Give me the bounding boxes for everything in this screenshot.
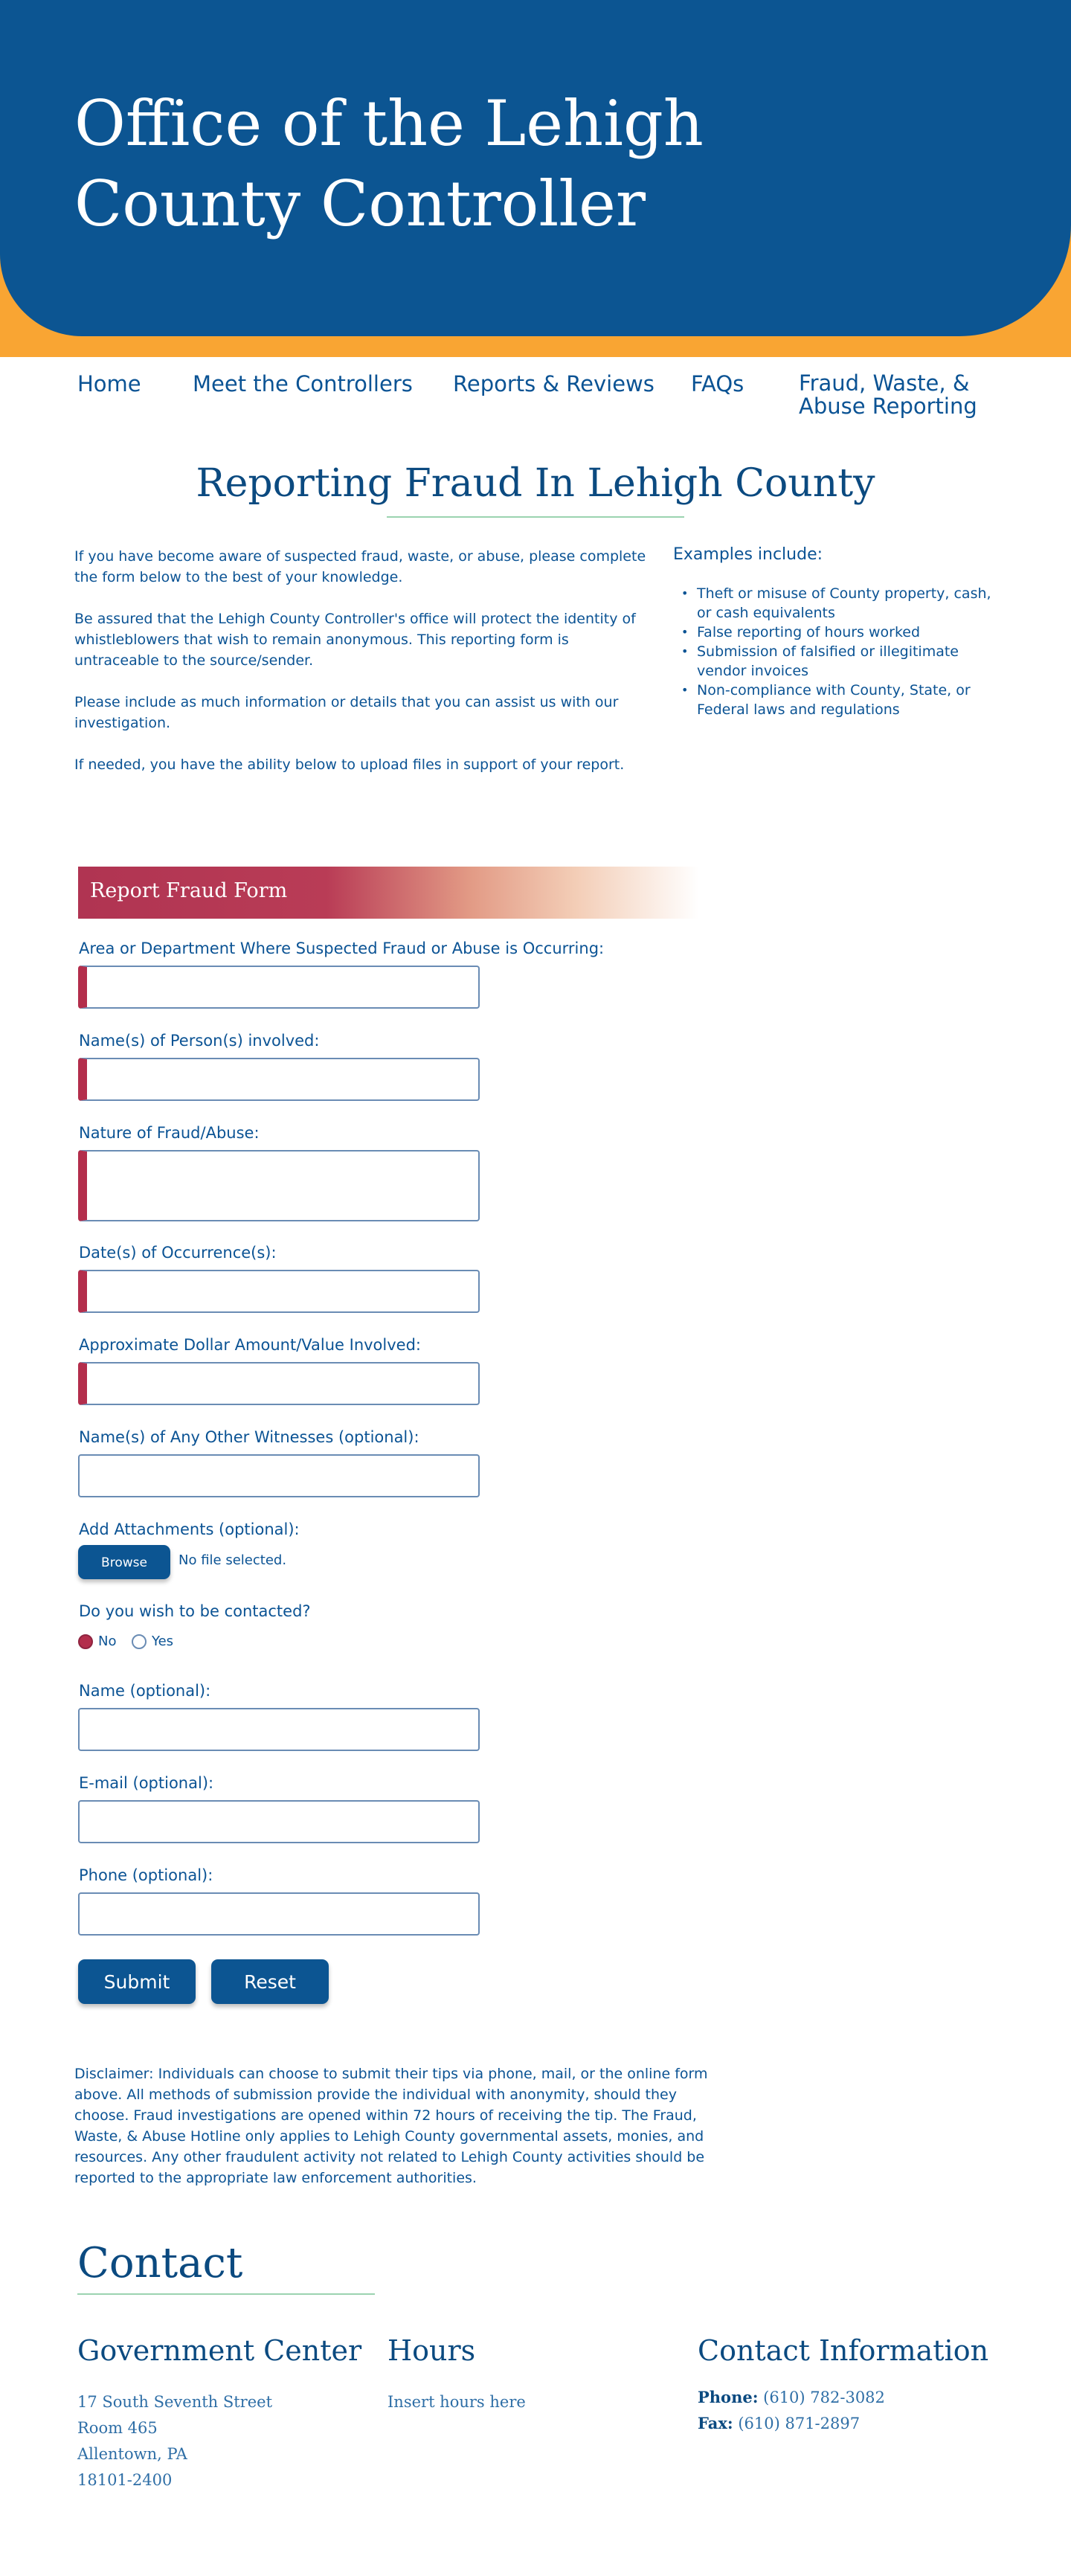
- intro-paragraph-1: If you have become aware of suspected fraud, waste, or abuse, please complete the form below to the best of your knowledge.: [74, 548, 646, 585]
- area-label: Area or Department Where Suspected Fraud or Abuse is Occurring:: [79, 939, 605, 957]
- nav-fraud-reporting-line2: Abuse Reporting: [799, 394, 977, 419]
- nature-label: Nature of Fraud/Abuse:: [79, 1124, 260, 1142]
- submit-button[interactable]: Submit: [78, 1959, 196, 2004]
- contact-info-heading: Contact Information: [698, 2334, 989, 2367]
- contact-yes-radio[interactable]: [132, 1634, 147, 1649]
- intro-paragraph-2: Be assured that the Lehigh County Controller's office will protect the identity of whistleblowers that wish to remain anonymous. This reporting form is untraceable to the source/sender.: [74, 611, 636, 669]
- nav-faqs[interactable]: FAQs: [691, 371, 744, 396]
- nature-textarea[interactable]: [78, 1150, 480, 1221]
- email-input[interactable]: [78, 1800, 480, 1843]
- example-item: • False reporting of hours worked: [673, 623, 1008, 642]
- file-status: No file selected.: [178, 1552, 287, 1568]
- name-input[interactable]: [78, 1708, 480, 1751]
- example-item: • Submission of falsified or illegitimate vendor invoices: [673, 642, 1008, 681]
- reset-button[interactable]: Reset: [211, 1959, 329, 2004]
- disclaimer: Disclaimer: Individuals can choose to submit their tips via phone, mail, or the online form above. All methods of submission provide the individual with anonymity, should they choose. Fraud investigations are opened within 72 hours of receiving the tip. The Fraud, Waste, & Abuse Hotline only applies to Lehigh County governmental assets, monies, and resources. Any other fraudulent activity not related to Lehigh County activities should be reported to the appropriate law enforcement authorities.: [74, 2066, 708, 2186]
- name-label: Name (optional):: [79, 1682, 211, 1700]
- contact-no-radio[interactable]: [78, 1634, 93, 1649]
- phone-label: Phone (optional):: [79, 1866, 213, 1884]
- address-line: 17 South Seventh Street: [77, 2393, 273, 2411]
- dates-input[interactable]: [78, 1270, 480, 1313]
- witnesses-label: Name(s) of Any Other Witnesses (optional):: [79, 1428, 419, 1446]
- hours-heading: Hours: [387, 2334, 476, 2367]
- form-banner: [78, 867, 699, 919]
- address-line: Allentown, PA: [77, 2445, 187, 2463]
- email-label: E-mail (optional):: [79, 1774, 214, 1792]
- attachments-label: Add Attachments (optional):: [79, 1520, 300, 1538]
- title-divider: [387, 516, 684, 518]
- intro-paragraph-3: Please include as much information or details that you can assist us with our investigation.: [74, 694, 619, 731]
- persons-input[interactable]: [78, 1058, 480, 1101]
- phone-label-text: Phone:: [698, 2388, 759, 2406]
- nav-meet-the-controllers[interactable]: Meet the Controllers: [193, 371, 413, 396]
- nav-fraud-reporting[interactable]: [799, 372, 977, 418]
- fax-label-text: Fax:: [698, 2414, 733, 2432]
- fax-line: [698, 2414, 860, 2432]
- contact-yes-label: Yes: [152, 1634, 174, 1649]
- site-title: Office of the Lehigh County Controller: [74, 87, 704, 240]
- intro-paragraph-4: If needed, you have the ability below to upload files in support of your report.: [74, 757, 625, 773]
- nav-fraud-reporting-line1: Fraud, Waste, &: [799, 370, 970, 396]
- site-header: [0, 0, 1071, 336]
- form-title: Report Fraud Form: [90, 879, 288, 902]
- nav-home[interactable]: Home: [77, 371, 141, 396]
- phone-input[interactable]: [78, 1892, 480, 1936]
- contact-question-label: Do you wish to be contacted?: [79, 1602, 311, 1620]
- area-input[interactable]: [78, 966, 480, 1009]
- hours-text: Insert hours here: [387, 2393, 526, 2411]
- example-item: • Non-compliance with County, State, or Federal laws and regulations: [673, 681, 1008, 719]
- dates-label: Date(s) of Occurrence(s):: [79, 1244, 277, 1262]
- phone-line: [698, 2388, 885, 2406]
- browse-button[interactable]: Browse: [78, 1545, 170, 1579]
- phone-number[interactable]: (610) 782-3082: [763, 2389, 885, 2406]
- examples-list: [673, 584, 1008, 719]
- examples-heading: Examples include:: [673, 545, 823, 564]
- government-center-heading: Government Center: [77, 2334, 362, 2367]
- contact-divider: [77, 2293, 375, 2295]
- contact-heading: Contact: [77, 2239, 243, 2287]
- page-title: Reporting Fraud In Lehigh County: [196, 461, 875, 506]
- address-line: Room 465: [77, 2419, 158, 2437]
- example-item: • Theft or misuse of County property, cash, or cash equivalents: [673, 584, 1008, 623]
- nav-reports-reviews[interactable]: Reports & Reviews: [453, 371, 654, 396]
- persons-label: Name(s) of Person(s) involved:: [79, 1032, 320, 1050]
- witnesses-input[interactable]: [78, 1454, 480, 1497]
- amount-input[interactable]: [78, 1362, 480, 1405]
- address-line: 18101-2400: [77, 2471, 173, 2489]
- amount-label: Approximate Dollar Amount/Value Involved:: [79, 1336, 421, 1354]
- contact-no-label: No: [98, 1634, 117, 1649]
- fax-number: (610) 871-2897: [738, 2415, 861, 2432]
